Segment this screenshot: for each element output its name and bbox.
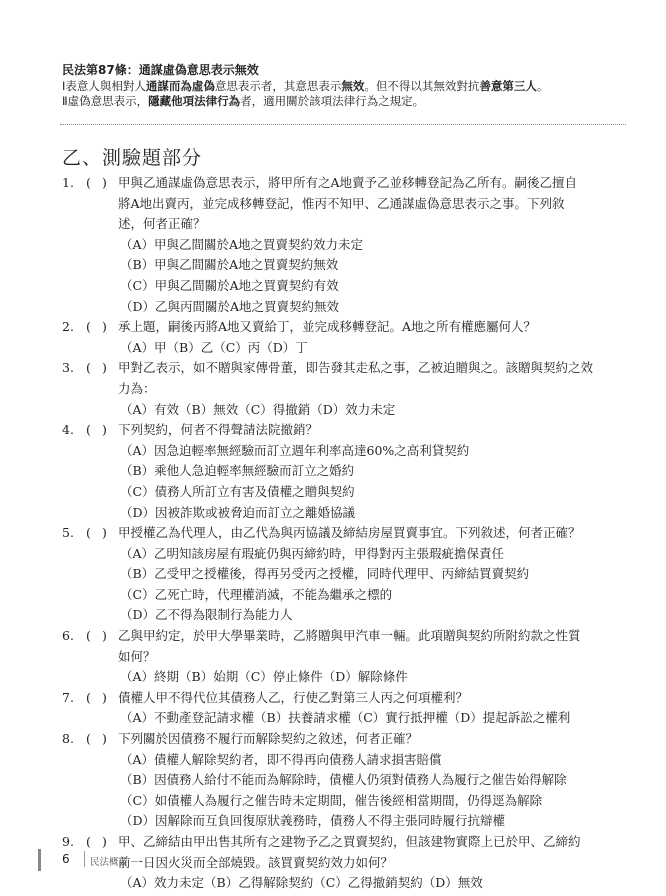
option-b: （B）乙受甲之授權後，得再另受丙之授權，同時代理甲、丙締結買賣契約 [120,566,530,582]
question-1: 1. ( ) 甲與乙通謀虛偽意思表示，將甲所有之A地賣予乙並移轉登記為乙所有。嗣後乙擅自 將A地出賣丙，並完成移轉登記，惟丙不知甲、乙通謀虛偽意思表示之事。下列敘 述，何者正確？ （A）甲與乙間關於A地之買賣契約效力未定 （B）甲與乙間關於A地之買賣契約無效 （C）甲與乙間關於A地之買賣契約有效 （D）乙與丙間關於A地之買賣契約無效 [62,173,622,317]
law-title: 民法第87條：通謀虛偽意思表示無效 [62,63,259,77]
option-d: （D）乙不得為限制行為能力人 [120,607,293,623]
footer-bar [38,849,41,871]
question-text-cont: 述，何者正確？ [118,216,206,232]
option-a: （A）乙明知該房屋有瑕疵仍與丙締約時，甲得對丙主張瑕疵擔保責任 [120,545,505,561]
question-3: 3. ( ) 甲對乙表示，如不贈與家傳骨董，即告發其走私之事，乙被迫贈與之。該贈與契約之效 力為： （A）有效（B）無效（C）得撤銷（D）效力未定 [62,358,622,420]
book-title: 民法概要 [90,857,129,868]
question-6: 6. ( ) 乙與甲約定，於甲大學畢業時，乙將贈與甲汽車一輛。此項贈與契約所附約款之性質 如何？ （A）終期（B）始期（C）停止條件（D）解除條件 [62,626,622,688]
question-5: 5. ( ) 甲授權乙為代理人，由乙代為與丙協議及締結房屋買賣事宜。下列敘述，何者正確？ （A）乙明知該房屋有瑕疵仍與丙締約時，甲得對丙主張瑕疵擔保責任 （B）乙受甲之授權後，得再另受丙之授權，同時代理甲、丙締結買賣契約 （C）乙死亡時，代理權消滅，不能為繼承之標的 （D）乙不得為限制行為能力人 [62,523,622,626]
option-a: （A）債權人解除契約者，即不得再向債務人請求損害賠償 [120,751,442,767]
option-b: （B）因債務人給付不能而為解除時，債權人仍須對債務人為履行之催告始得解除 [120,772,567,788]
question-8: 8. ( ) 下列關於因債務不履行而解除契約之敘述，何者正確？ （A）債權人解除契約者，即不得再向債務人請求損害賠償 （B）因債務人給付不能而為解除時，債權人仍須對債務人為履行之催告始得解除 （C）如債權人為履行之催告時未定期間，催告後經相當期間，仍得逕為解除 （D）因解除而互負回復原狀義務時，債務人不得主張同時履行抗辯權 [62,729,622,832]
question-4: 4. ( ) 下列契約，何者不得聲請法院撤銷？ （A）因急迫輕率無經驗而訂立週年利率高達60%之高利貸契約 （B）乘他人急迫輕率無經驗而訂立之婚約 （C）債務人所訂立有害及債權之贈與契約 （D）因被詐欺或被脅迫而訂立之離婚協議 [62,420,622,523]
page-number: 6 [62,852,70,866]
options-inline: （A）效力未定（B）乙得解除契約（C）乙得撤銷契約（D）無效 [120,875,483,891]
question-2: 2. ( ) 承上題，嗣後丙將A地又賣給丁，並完成移轉登記。A地之所有權應屬何人？ （A）甲（B）乙（C）丙（D）丁 [62,317,622,358]
question-7: 7. ( ) 債權人甲不得代位其債務人乙，行使乙對第三人丙之何項權利？ （A）不動產登記請求權（B）扶養請求權（C）實行抵押權（D）提起訴訟之權利 [62,688,622,729]
question-text: 下列關於因債務不履行而解除契約之敘述，何者正確？ [118,731,419,747]
question-text: 承上題，嗣後丙將A地又賣給丁，並完成移轉登記。A地之所有權應屬何人？ [118,319,537,335]
question-number: 4. [62,422,74,438]
question-text-cont: 力為： [118,380,156,396]
question-number: 9. [62,834,74,849]
question-number: 6. [62,628,74,644]
question-9: 9. ( ) 甲、乙締結由甲出售其所有之建物予乙之買賣契約，但該建物實際上已於甲、乙締約 前一日因火災而全部燒毀。該買賣契約效力如何？ （A）效力未定（B）乙得解除契約（C）乙得撤銷契約（D）無效 [62,832,622,894]
option-c: （C）債務人所訂立有害及債權之贈與契約 [120,483,355,499]
option-c: （C）如債權人為履行之催告時未定期間，催告後經相當期間，仍得逕為解除 [120,792,543,808]
question-text: 甲、乙締結由甲出售其所有之建物予乙之買賣契約，但該建物實際上已於甲、乙締約 [118,834,581,849]
question-text-cont: 將A地出賣丙，並完成移轉登記，惟丙不知甲、乙通謀虛偽意思表示之事。下列敘 [118,195,565,211]
question-text: 下列契約，何者不得聲請法院撤銷？ [118,422,319,438]
question-text: 甲對乙表示，如不贈與家傳骨董，即告發其走私之事，乙被迫贈與之。該贈與契約之效 [118,360,594,376]
law-box [62,63,622,110]
option-d: （D）乙與丙間關於A地之買賣契約無效 [120,298,340,314]
question-number: 5. [62,525,74,541]
option-b: （B）甲與乙間關於A地之買賣契約無效 [120,257,339,273]
question-list [62,173,622,894]
option-b: （B）乘他人急迫輕率無經驗而訂立之婚約 [120,463,355,479]
question-text: 甲與乙通謀虛偽意思表示，將甲所有之A地賣予乙並移轉登記為乙所有。嗣後乙擅自 [118,175,578,190]
page-footer [38,849,238,871]
section-title: 乙、測驗題部分 [62,147,203,169]
option-d: （D）因解除而互負回復原狀義務時，債務人不得主張同時履行抗辯權 [120,813,506,829]
dotted-divider [60,124,626,125]
option-a: （A）因急迫輕率無經驗而訂立週年利率高達60%之高利貸契約 [120,442,470,458]
question-number: 8. [62,731,74,747]
option-a: （A）甲與乙間關於A地之買賣契約效力未定 [120,236,364,252]
question-number: 7. [62,689,74,705]
question-number: 3. [62,360,74,376]
question-text: 甲授權乙為代理人，由乙代為與丙協議及締結房屋買賣事宜。下列敘述，何者正確？ [118,525,581,541]
question-text-cont: 前一日因火災而全部燒毀。該買賣契約效力如何？ [118,854,394,870]
question-number: 2. [62,319,74,335]
footer-separator [84,851,85,867]
option-d: （D）因被詐欺或被脅迫而訂立之離婚協議 [120,504,356,520]
options-inline: （A）甲（B）乙（C）丙（D）丁 [120,339,308,355]
options-inline: （A）終期（B）始期（C）停止條件（D）解除條件 [120,669,408,685]
question-number: 1. [62,175,74,190]
option-c: （C）甲與乙間關於A地之買賣契約有效 [120,277,339,293]
option-c: （C）乙死亡時，代理權消滅，不能為繼承之標的 [120,586,393,602]
question-text: 乙與甲約定，於甲大學畢業時，乙將贈與甲汽車一輛。此項贈與契約所附約款之性質 [118,628,581,644]
law-paragraph-1: Ⅰ表意人與相對人通謀而為虛偽意思表示者，其意思表示無效。但不得以其無效對抗善意第三人。 [62,78,549,93]
options-inline: （A）有效（B）無效（C）得撤銷（D）效力未定 [120,401,396,417]
options-inline: （A）不動產登記請求權（B）扶養請求權（C）實行抵押權（D）提起訴訟之權利 [120,710,571,726]
law-paragraph-2: Ⅱ虛偽意思表示，隱藏他項法律行為者，適用關於該項法律行為之規定。 [62,94,425,108]
question-text-cont: 如何？ [118,648,156,664]
question-text: 債權人甲不得代位其債務人乙，行使乙對第三人丙之何項權利？ [118,689,469,705]
